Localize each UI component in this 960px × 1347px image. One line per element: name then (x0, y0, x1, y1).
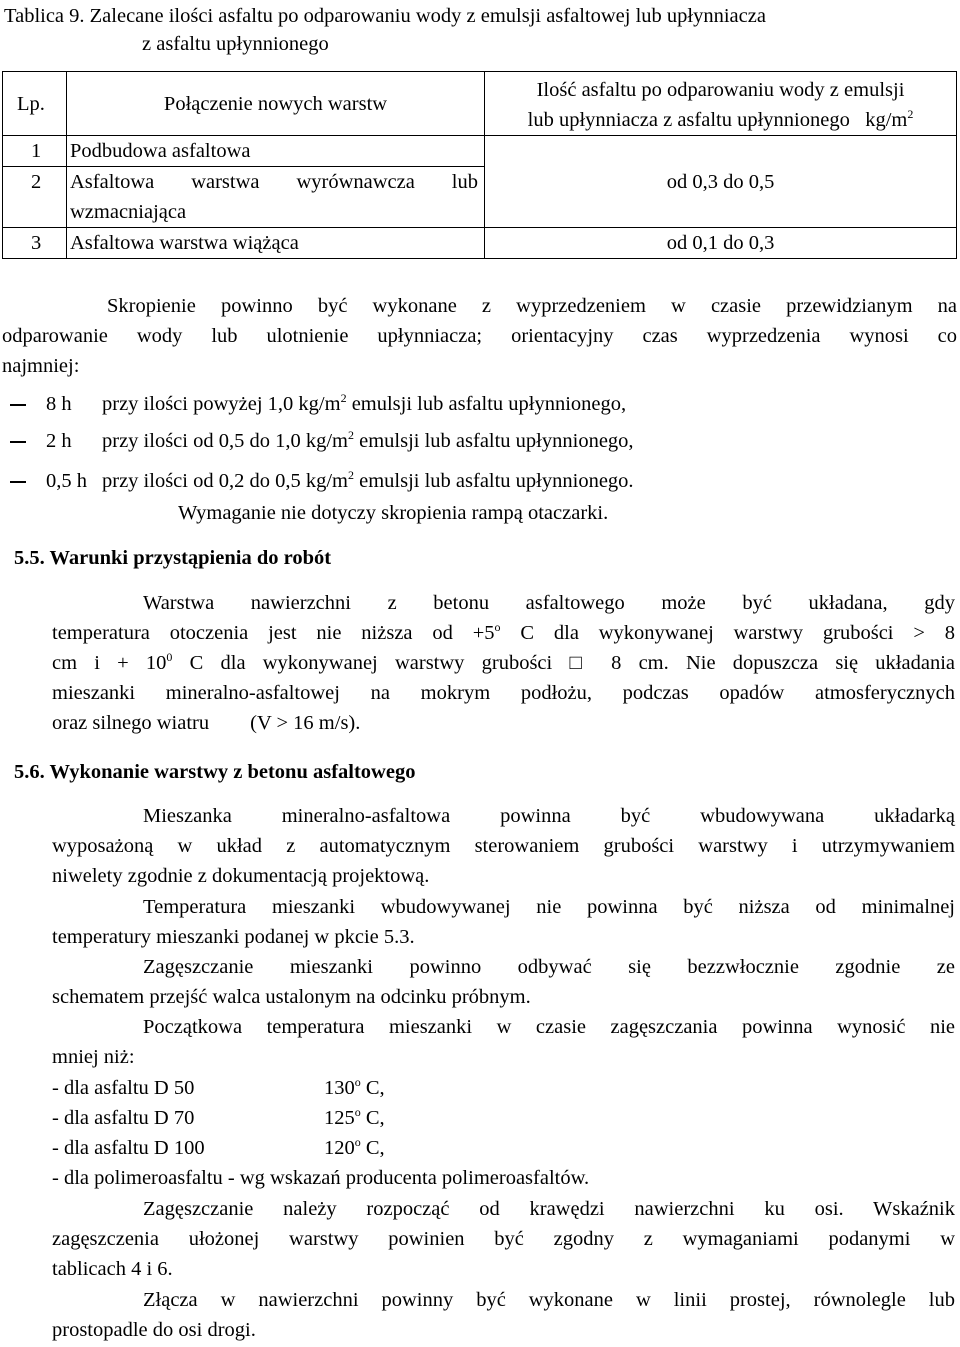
header-amount-line2: lub upłynniacza z asfaltu upłynnionego $kg/m^2$ (527, 107, 914, 131)
section-heading-5-6: 5.6. Wykonanie warstwy z betonu asfaltowego (14, 761, 416, 783)
temp-sup: o (354, 1135, 361, 1149)
row-layer: Asfaltowa warstwa wiążąca (67, 228, 485, 259)
item-text-end: emulsji lub asfaltu upłynnionego, (346, 393, 627, 415)
list-item (52, 1103, 385, 1133)
temp-sup: o (354, 1105, 361, 1119)
section-5-6-paragraph-2 (52, 892, 955, 952)
paragraph-line: schematem przejść walca ustalonym na odcinku próbnym. (52, 986, 531, 1008)
temp-value: 130 (324, 1077, 355, 1099)
row-layer: Podbudowa asfaltowa (67, 136, 485, 167)
item-time: 0,5 h (46, 470, 87, 492)
paragraph-line: Zagęszczanie mieszanki powinno odbywać się bezzwłocznie zgodnie ze (143, 956, 955, 978)
paragraph-line: mniej niż: (52, 1046, 135, 1068)
paragraph-line: Mieszanka mineralno-asfaltowa powinna być wbudowywana układarką (143, 805, 955, 827)
dash-icon (10, 404, 26, 406)
item-text: przy ilości powyżej 1,0 kg/m (102, 393, 341, 415)
item-time: 8 h (46, 393, 72, 415)
intro-paragraph (2, 291, 957, 381)
paragraph-line: Początkowa temperatura mieszanki w czasie zagęszczania powinna wynosić nie (143, 1016, 955, 1038)
row-number: 2 (3, 167, 67, 228)
temp-label: - dla asfaltu D 50 (52, 1077, 195, 1099)
paragraph-line: Temperatura mieszanki wbudowywanej nie powinna być niższa od minimalnej (143, 896, 955, 918)
row-layer (67, 167, 485, 228)
list-item (10, 426, 910, 456)
dash-icon (10, 481, 26, 483)
header-amount-line1: Ilość asfaltu po odparowaniu wody z emulsji (536, 79, 905, 101)
list-item (10, 389, 910, 419)
paragraph-line: oraz silnego wiatru (V > 16 m/s). (52, 712, 361, 734)
paragraph-line: Zagęszczanie należy rozpocząć od krawędzi nawierzchni ku osi. Wskaźnik (143, 1198, 955, 1220)
row-layer-line1: Asfaltowa warstwa wyrównawcza lub (70, 171, 478, 193)
section-5-6-paragraph-3 (52, 952, 955, 1012)
temp-label: - dla asfaltu D 100 (52, 1137, 205, 1159)
list-item (52, 1073, 385, 1103)
item-text-end: emulsji lub asfaltu upłynnionego. (353, 470, 634, 492)
section-heading-5-5: 5.5. Warunki przystąpienia do robót (14, 547, 332, 569)
header-lp: Lp. (3, 72, 67, 136)
temp-unit: C, (360, 1077, 385, 1099)
row-number: 1 (3, 136, 67, 167)
temp-unit: C, (360, 1107, 385, 1129)
header-unit-sup: 2 (907, 107, 914, 121)
paragraph-line: prostopadle do osi drogi. (52, 1319, 256, 1341)
header-unit: kg/m (865, 109, 908, 131)
paragraph-line: mieszanki mineralno-asfaltowej na mokrym podłożu, podczas opadów atmosferycznych (52, 682, 955, 704)
paragraph-line: Warstwa nawierzchni z betonu asfaltowego może być układana, gdy (143, 592, 955, 614)
section-5-6-paragraph-4 (52, 1012, 955, 1072)
intro-line: Skropienie powinno być wykonane z wyprzedzeniem w czasie przewidzianym na (107, 295, 957, 317)
paragraph-line: tablicach 4 i 6. (52, 1258, 173, 1280)
item-sup: 2 (347, 428, 354, 442)
table-caption-continuation: z asfaltu upłynnionego (142, 33, 329, 55)
list-item (52, 1133, 385, 1163)
list-item (10, 466, 910, 496)
header-amount (485, 72, 957, 136)
table-caption: Tablica 9. Zalecane ilości asfaltu po odparowaniu wody z emulsji asfaltowej lub upłynniacza (4, 5, 766, 27)
temp-value: 125 (324, 1107, 355, 1129)
paragraph-line: temperatura otoczenia jest nie niższa od $+5^o$ C dla wykonywanej warstwy grubości > 8 (52, 620, 955, 644)
table-row (3, 136, 957, 167)
table-header-row (3, 72, 957, 136)
item-text: przy ilości od 0,2 do 0,5 kg/m (102, 470, 348, 492)
asphalt-amount-table (2, 71, 957, 259)
temp-label: - dla asfaltu D 70 (52, 1107, 195, 1129)
section-5-5-paragraph (52, 588, 955, 738)
table-row (3, 228, 957, 259)
paragraph-line: Złącza w nawierzchni powinny być wykonane w linii prostej, równolegle lub (143, 1289, 955, 1311)
row-number: 3 (3, 228, 67, 259)
missing-glyph-box: □ (569, 652, 594, 674)
item-sup: 2 (347, 468, 354, 482)
temp-sup: o (354, 1075, 361, 1089)
section-5-6-paragraph-5 (52, 1194, 955, 1284)
item-text-end: emulsji lub asfaltu upłynnionego, (353, 430, 634, 452)
temp-value: 120 (324, 1137, 355, 1159)
intro-line: odparowanie wody lub ulotnienie upłynniacza; orientacyjny czas wyprzedzenia wynosi co (2, 325, 957, 347)
paragraph-line: niwelety zgodnie z dokumentacją projektową. (52, 865, 430, 887)
requirement-note: Wymaganie nie dotyczy skropienia rampą otaczarki. (178, 502, 609, 524)
paragraph-line: wyposażoną w układ z automatycznym sterowaniem grubości warstwy i utrzymywaniem (52, 835, 955, 857)
section-5-6-paragraph-1 (52, 801, 955, 891)
temp-unit: C, (360, 1137, 385, 1159)
list-item: - dla polimeroasfaltu - wg wskazań producenta polimeroasfaltów. (52, 1167, 590, 1189)
item-time: 2 h (46, 430, 72, 452)
header-layers: Połączenie nowych warstw (67, 72, 485, 136)
paragraph-line: temperatury mieszanki podanej w pkcie 5.3. (52, 926, 415, 948)
intro-line: najmniej: (2, 355, 80, 377)
paragraph-line: cm $i + 10^0$ C dla wykonywanej warstwy grubości □ 8 cm. Nie dopuszcza się układania (52, 650, 955, 674)
item-text: przy ilości od 0,5 do 1,0 kg/m (102, 430, 348, 452)
row-layer-line2: wzmacniająca (70, 201, 187, 223)
item-sup: 2 (340, 391, 347, 405)
dash-icon (10, 441, 26, 443)
section-5-6-paragraph-6 (52, 1285, 955, 1345)
row-value: od 0,1 do 0,3 (485, 228, 957, 259)
row-value: od 0,3 do 0,5 (485, 136, 957, 228)
paragraph-line: zagęszczenia ułożonej warstwy powinien być zgodny z wymaganiami podanymi w (52, 1228, 955, 1250)
